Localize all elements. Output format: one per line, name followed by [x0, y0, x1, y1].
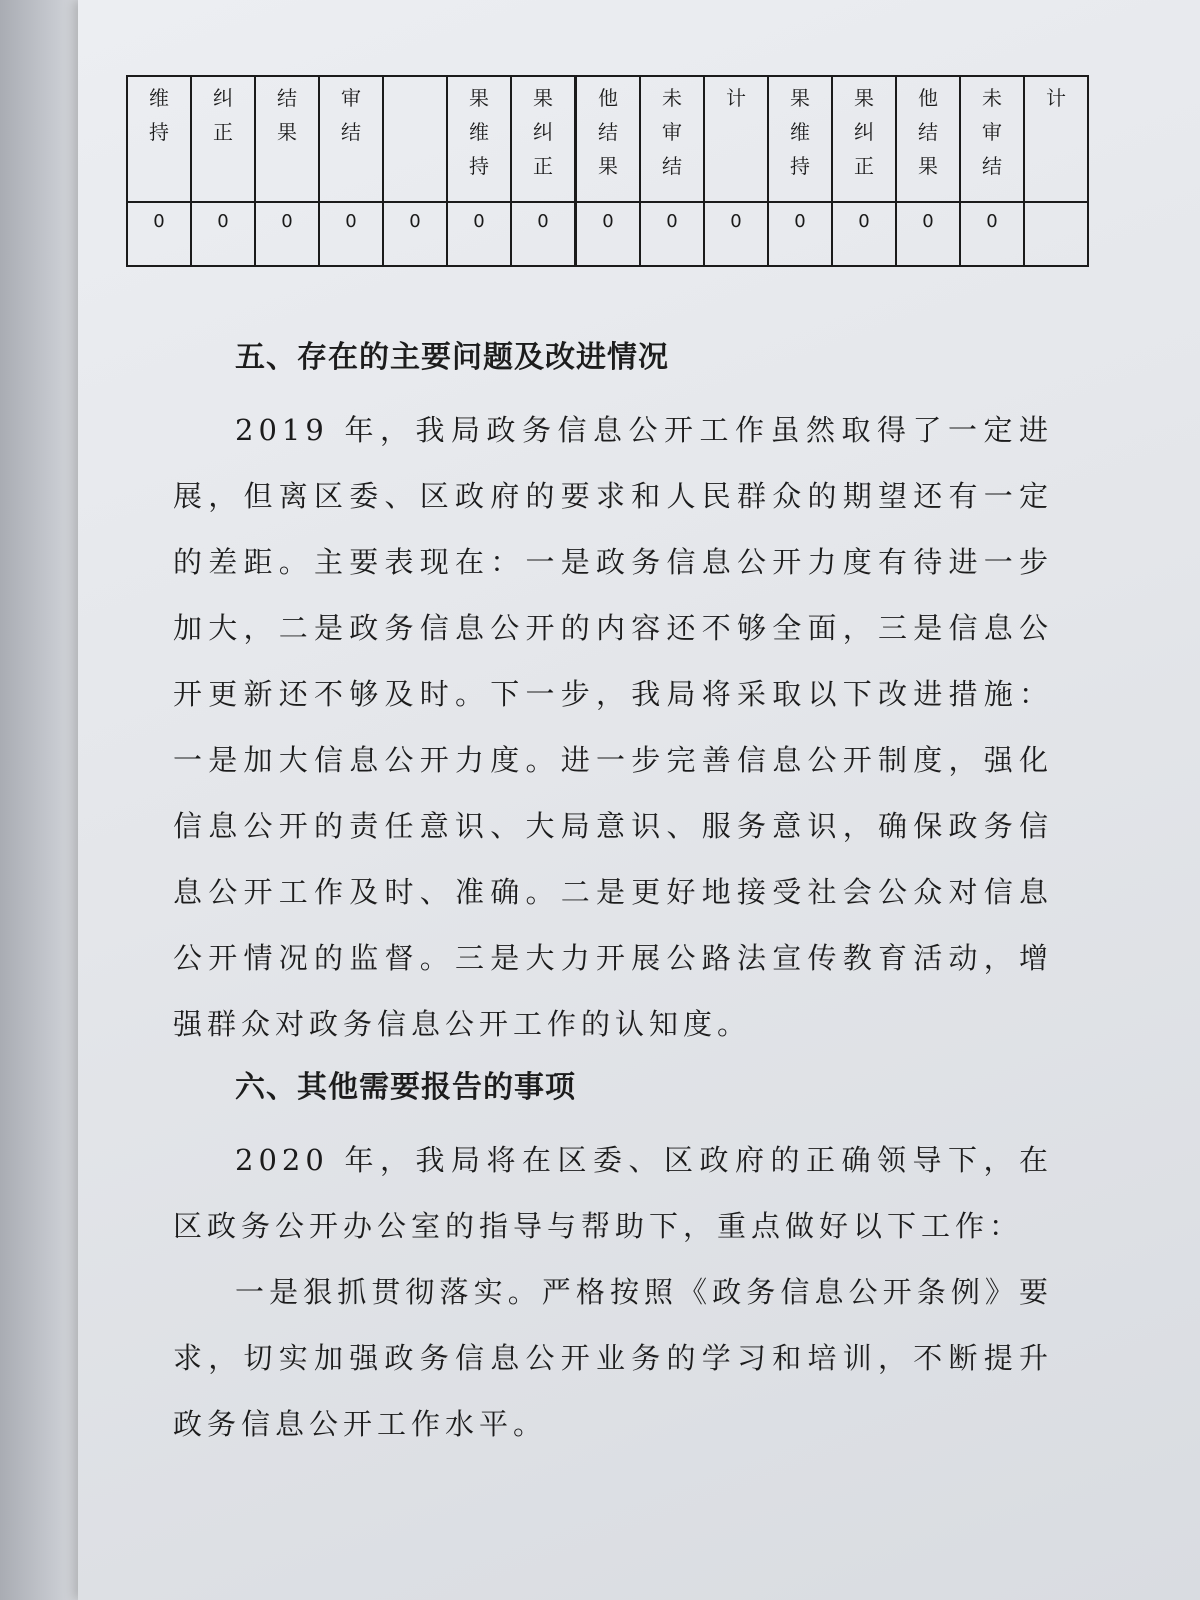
table-header-cell: 果纠正 — [511, 76, 576, 202]
table-value-cell: 0 — [383, 202, 447, 266]
table-header-cell: 纠正 — [191, 76, 255, 202]
table-value-row — [127, 202, 1088, 266]
table-value-cell: 0 — [255, 202, 319, 266]
section-5-heading: 五、存在的主要问题及改进情况 — [235, 340, 669, 375]
table-value-cell: 0 — [319, 202, 383, 266]
table-header-cell: 果纠正 — [832, 76, 896, 202]
table-header-cell: 未审结 — [960, 76, 1024, 202]
table-header-cell — [383, 76, 447, 202]
document-page — [78, 0, 1200, 1600]
table-value-cell: 0 — [704, 202, 768, 266]
table-header-cell: 计 — [1024, 76, 1088, 202]
table-value-cell: 0 — [640, 202, 704, 266]
table-value-cell: 0 — [768, 202, 832, 266]
table-value-cell: 0 — [127, 202, 191, 266]
table-header-cell: 审结 — [319, 76, 383, 202]
table-header-cell: 结果 — [255, 76, 319, 202]
table-header-cell: 果维持 — [447, 76, 511, 202]
section-6-paragraph-2: 一是狠抓贯彻落实。严格按照《政务信息公开条例》要求，切实加强政务信息公开业务的学习和培训，不断提升政务信息公开工作水平。 — [173, 1275, 1053, 1441]
table-value-cell: 0 — [447, 202, 511, 266]
table-header-cell: 果维持 — [768, 76, 832, 202]
table-value-cell: 0 — [832, 202, 896, 266]
table-header-cell: 计 — [704, 76, 768, 202]
table-value-cell: 0 — [896, 202, 960, 266]
table-value-cell: 0 — [576, 202, 641, 266]
table-header-cell: 他结果 — [576, 76, 641, 202]
adjacent-page-edge — [0, 0, 80, 1600]
section-6-heading: 六、其他需要报告的事项 — [235, 1070, 576, 1105]
table-header-row — [127, 76, 1088, 202]
administrative-review-table — [126, 75, 1089, 267]
section-5-paragraph: 2019 年，我局政务信息公开工作虽然取得了一定进展，但离区委、区政府的要求和人民群众的期望还有一定的差距。主要表现在：一是政务信息公开力度有待进一步加大，二是政务信息公开的内容还不够全面，三是信息公开更新还不够及时。下一步，我局将采取以下改进措施：一是加大信息公开力度。进一步完善信息公开制度，强化信息公开的责任意识、大局意识、服务意识，确保政务信息公开工作及时、准确。二是更好地接受社会公众对信息公开情况的监督。三是大力开展公路法宣传教育活动，增强群众对政务信息公开工作的认知度。 — [173, 413, 1053, 1041]
table-value-cell: 0 — [191, 202, 255, 266]
table-value-cell: 0 — [960, 202, 1024, 266]
table-header-cell: 未审结 — [640, 76, 704, 202]
section-6-paragraph-1: 2020 年，我局将在区委、区政府的正确领导下，在区政务公开办公室的指导与帮助下，重点做好以下工作： — [173, 1143, 1053, 1243]
report-body — [173, 335, 1053, 1457]
table-value-cell — [1024, 202, 1088, 266]
table-value-cell: 0 — [511, 202, 576, 266]
table-header-cell: 维持 — [127, 76, 191, 202]
table-header-cell: 他结果 — [896, 76, 960, 202]
